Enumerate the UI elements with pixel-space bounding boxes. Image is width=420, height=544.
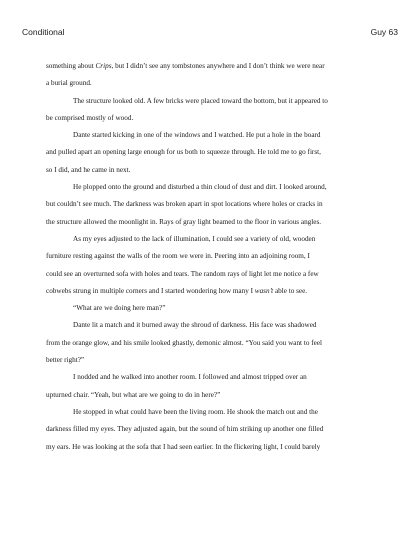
text-line: [46, 127, 372, 144]
text-run: so I did, and he came in next.: [46, 165, 131, 174]
text-run: As my eyes adjusted to the lack of illumination, I could see a variety of old, wooden: [73, 234, 316, 243]
text-line: [46, 404, 372, 421]
text-line: [46, 58, 372, 75]
text-run: better right?”: [46, 356, 85, 365]
text-run: something about: [46, 62, 96, 70]
text-run: cobwebs strung in multiple corners and I started wondering how many I: [46, 286, 255, 295]
text-line: [46, 93, 372, 110]
text-run: darkness filled my eyes. They adjusted again, but the sound of him striking up another one filled: [46, 425, 324, 434]
text-run: a burial ground.: [46, 79, 92, 88]
text-run: be comprised mostly of wood.: [46, 113, 134, 122]
italic-text: Crips: [95, 62, 112, 70]
text-run: The structure looked old. A few bricks were placed toward the bottom, but it appeared to: [73, 96, 328, 105]
text-run: Dante lit a match and it burned away the shroud of darkness. His face was shadowed: [73, 321, 317, 330]
text-run: my ears. He was looking at the sofa that I had seen earlier. In the flickering light, I could barely: [46, 442, 321, 451]
text-line: [46, 300, 372, 317]
text-line: [46, 335, 372, 352]
text-line: [46, 214, 372, 231]
text-line: [46, 421, 372, 438]
text-line: [46, 144, 372, 161]
text-run: I nodded and he walked into another room. I followed and almost tripped over an: [73, 373, 307, 382]
text-line: [46, 283, 372, 300]
text-run: He stopped in what could have been the living room. He shook the match out and the: [73, 407, 318, 416]
text-run: He plopped onto the ground and disturbed a thin cloud of dust and dirt. I looked around,: [73, 183, 327, 192]
text-line: [46, 248, 372, 265]
text-line: [46, 317, 372, 334]
italic-text: wasn’t: [254, 286, 274, 295]
text-line: [46, 352, 372, 369]
text-line: [46, 179, 372, 196]
text-run: able to see.: [273, 286, 308, 295]
running-header: [22, 27, 398, 41]
text-run: from the orange glow, and his smile looked ghastly, demonic almost. “You said you want to feel: [46, 338, 323, 347]
text-run: furniture resting against the walls of the room we were in. Peering into an adjoining room, I: [46, 252, 310, 261]
text-line: [46, 387, 372, 404]
text-run: but couldn’t see much. The darkness was broken apart in spot locations where holes or cracks in: [46, 200, 323, 209]
text-line: [46, 231, 372, 248]
header-title: Conditional: [22, 27, 65, 37]
text-run: “What are we doing here man?”: [73, 304, 166, 313]
text-run: the structure allowed the moonlight in. Rays of gray light beamed to the floor in various angles.: [46, 217, 322, 226]
text-line: [46, 369, 372, 386]
text-line: [46, 196, 372, 213]
text-run: and pulled apart an opening large enough for us both to squeeze through. He told me to go first,: [46, 148, 321, 157]
text-run: could see an overturned sofa with holes and tears. The random rays of light let me notice a few: [46, 269, 319, 278]
text-line: [46, 266, 372, 283]
text-run: upturned chair. “Yeah, but what are we going to do in here?”: [46, 390, 221, 399]
text-line: [46, 110, 372, 127]
body-text: [46, 58, 372, 456]
text-line: [46, 75, 372, 92]
header-page-number: Guy 63: [370, 27, 398, 37]
text-line: [46, 162, 372, 179]
text-line: [46, 439, 372, 456]
text-run: , but I didn’t see any tombstones anywhere and I don’t think we were near: [111, 62, 325, 70]
text-run: Dante started kicking in one of the windows and I watched. He put a hole in the board: [73, 131, 321, 140]
